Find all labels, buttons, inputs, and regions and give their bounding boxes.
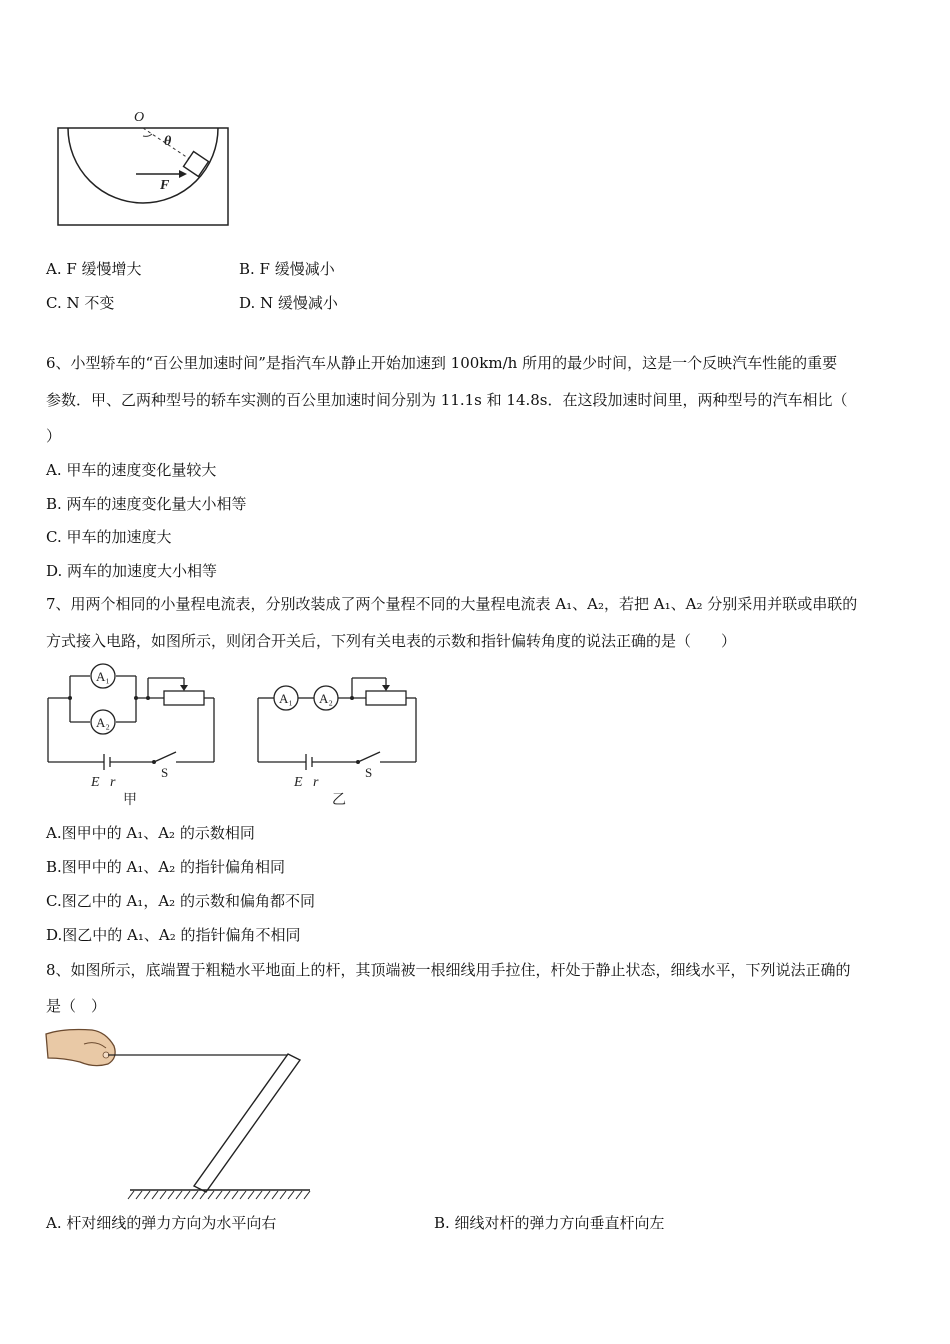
circuit-parallel [44, 660, 224, 808]
ammeter-a2-label: A₂ [319, 691, 333, 706]
q6-stem-line-1: 6、小型轿车的“百公里加速时间”是指汽车从静止开始加速到 100km/h 所用的最少时间，这是一个反映汽车性能的重要 [46, 354, 838, 372]
emf-label: E [91, 775, 100, 790]
q6-stem-line-3: ） [46, 427, 62, 445]
caption-jia: 甲 [123, 793, 137, 808]
q6-option-b: B. 两车的速度变化量大小相等 [46, 495, 247, 513]
rod-figure [44, 1024, 324, 1202]
ammeter-a1-label: A₁ [96, 669, 110, 684]
q7-option-a: A.图甲中的 A₁、A₂ 的示数相同 [46, 824, 255, 842]
q7-option-d: D.图乙中的 A₁、A₂ 的指针偏角不相同 [46, 926, 301, 944]
bowl-figure [50, 104, 240, 230]
internal-r-label: r [313, 775, 319, 790]
switch-label: S [161, 765, 169, 780]
caption-yi: 乙 [332, 793, 346, 808]
label-theta: θ [164, 134, 172, 149]
label-f: F [160, 178, 170, 193]
q5-option-d: D. N 缓慢减小 [239, 294, 338, 312]
emf-label: E [294, 775, 303, 790]
q6-option-d: D. 两车的加速度大小相等 [46, 562, 218, 580]
q7-stem-line-1: 7、用两个相同的小量程电流表，分别改装成了两个量程不同的大量程电流表 A₁、A₂，若把 A₁、A₂ 分别采用并联或串联的 [46, 595, 858, 613]
q7-option-c: C.图乙中的 A₁，A₂ 的示数和偏角都不同 [46, 892, 315, 910]
q8-option-b: B. 细线对杆的弹力方向垂直杆向左 [434, 1214, 665, 1232]
switch-label: S [365, 765, 373, 780]
q8-option-a: A. 杆对细线的弹力方向为水平向右 [46, 1214, 277, 1232]
q5-option-a: A. F 缓慢增大 [46, 260, 142, 278]
q6-stem-line-2: 参数．甲、乙两种型号的轿车实测的百公里加速时间分别为 11.1s 和 14.8s．在这段加速时间里，两种型号的汽车相比（ [46, 391, 848, 409]
q6-option-a: A. 甲车的速度变化量较大 [46, 461, 217, 479]
q7-stem-line-2: 方式接入电路，如图所示，则闭合开关后，下列有关电表的示数和指针偏转角度的说法正确的是（ ） [46, 632, 737, 650]
ammeter-a2-label: A₂ [96, 715, 110, 730]
internal-r-label: r [110, 775, 116, 790]
label-o: O [134, 110, 145, 125]
q6-option-c: C. 甲车的加速度大 [46, 528, 172, 546]
q5-option-c: C. N 不变 [46, 294, 115, 312]
q5-option-b: B. F 缓慢减小 [239, 260, 335, 278]
q8-stem-line-1: 8、如图所示，底端置于粗糙水平地面上的杆，其顶端被一根细线用手拉住，杆处于静止状态，细线水平，下列说法正确的 [46, 961, 851, 979]
q7-option-b: B.图甲中的 A₁、A₂ 的指针偏角相同 [46, 858, 286, 876]
q8-stem-line-2: 是（ ） [46, 997, 107, 1015]
circuit-series [254, 660, 434, 808]
ammeter-a1-label: A₁ [279, 691, 293, 706]
